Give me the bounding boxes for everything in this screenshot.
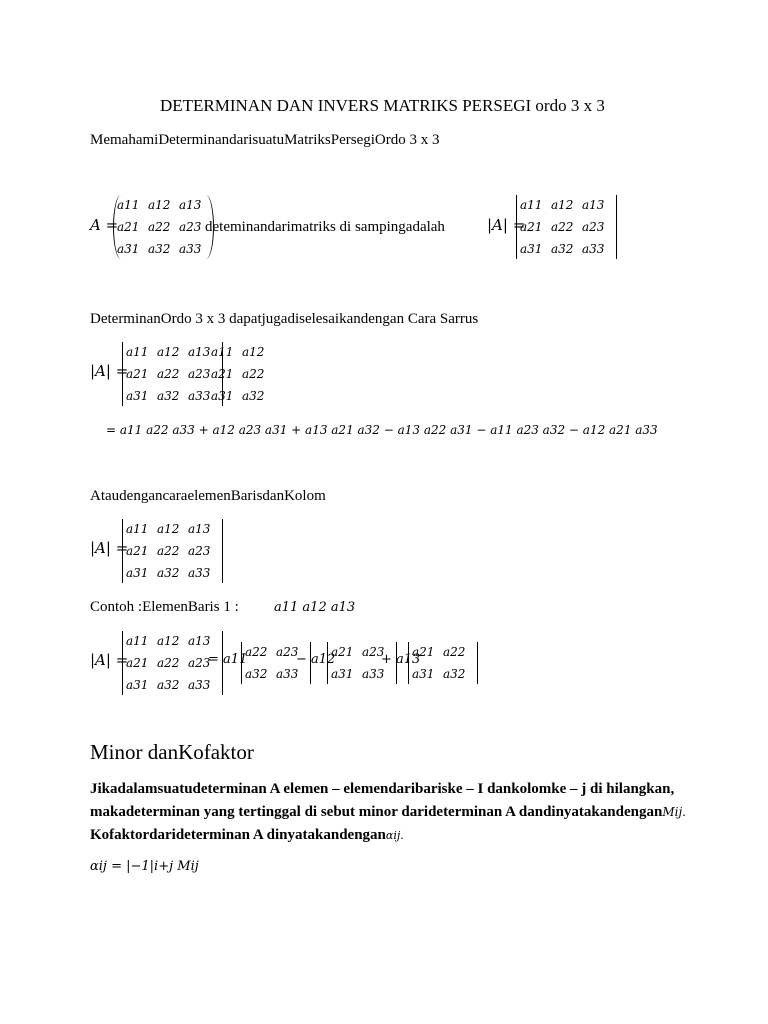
minor11-cell: a33 <box>276 667 299 681</box>
sarrus-extra-cell: a22 <box>242 367 265 381</box>
sarrus-cell: a33 <box>188 389 211 403</box>
cofactor-cell: a21 <box>126 544 149 558</box>
minor13-cell: a32 <box>443 667 466 681</box>
detA-cell: a13 <box>582 198 605 212</box>
minor-para-line2 <box>90 801 686 823</box>
cofactor-cell: a23 <box>188 544 211 558</box>
cofactor-cell: a11 <box>126 522 149 536</box>
matrix-A-cell: a13 <box>179 198 202 212</box>
sarrus-cell: a23 <box>188 367 211 381</box>
cofactor-cell: a32 <box>157 566 180 580</box>
detA-cell: a21 <box>520 220 543 234</box>
minor12-cell: a23 <box>362 645 385 659</box>
minor13-cell: a22 <box>443 645 466 659</box>
detA-cell: a23 <box>582 220 605 234</box>
cofactor-cell: a33 <box>188 566 211 580</box>
detA-cell: a12 <box>551 198 574 212</box>
matrix-A <box>113 195 214 259</box>
matrix-A-cell: a32 <box>148 242 171 256</box>
cofactor-matrix <box>122 519 223 583</box>
minor12-cell: a33 <box>362 667 385 681</box>
section1-heading: MemahamiDeterminandarisuatuMatriksPersegiOrdo 3 x 3 <box>90 132 440 148</box>
sarrus-cell: a11 <box>126 345 149 359</box>
minor13-cell: a21 <box>412 645 435 659</box>
minor-13 <box>408 642 478 684</box>
matrix-A-cell: a12 <box>148 198 171 212</box>
expansion-cell: a23 <box>188 656 211 670</box>
detA-cell: a32 <box>551 242 574 256</box>
detA-cell: a31 <box>520 242 543 256</box>
minor11-cell: a23 <box>276 645 299 659</box>
plus-a13: + a13 <box>381 652 421 667</box>
expansion-cell: a31 <box>126 678 149 692</box>
example-label: Contoh :ElemenBaris 1 : <box>90 599 239 615</box>
sarrus-cell: a13 <box>188 345 211 359</box>
detA-label: |A| = <box>487 216 526 234</box>
expansion-lhs: |A| = <box>90 651 129 669</box>
page-title: DETERMINAN DAN INVERS MATRIKS PERSEGI ordo 3 x 3 <box>160 96 605 115</box>
sarrus-cell: a32 <box>157 389 180 403</box>
sarrus-extra-cell: a12 <box>242 345 265 359</box>
sarrus-extra-columns <box>208 342 276 406</box>
minor-para-line1: Jikadalamsuatudeterminan A elemen – elemendaribariske – I dankolomke – j di hilangkan, <box>90 781 675 797</box>
matrix-A-cell: a22 <box>148 220 171 234</box>
sarrus-heading: DeterminanOrdo 3 x 3 dapatjugadiselesaikandengan Cara Sarrus <box>90 311 479 327</box>
cofactor-symbol: αij. <box>385 829 404 842</box>
minor-para-line2-text: makadeterminan yang tertinggal di sebut minor darideterminan A dandinyatakandengan <box>90 804 663 820</box>
minor-para-line3 <box>90 824 404 847</box>
minor-para-line3-text: Kofaktordarideterminan A dinyatakandengan <box>90 827 386 843</box>
eq-a11: = a11 <box>208 652 248 667</box>
detA-cell: a11 <box>520 198 543 212</box>
matrix-A-cell: a21 <box>117 220 140 234</box>
sarrus-extra-cell: a21 <box>211 367 234 381</box>
sarrus-lhs: |A| = <box>90 362 129 380</box>
cofactor-lhs: |A| = <box>90 539 129 557</box>
detA-cell: a22 <box>551 220 574 234</box>
sarrus-cell: a31 <box>126 389 149 403</box>
sarrus-extra-cell: a11 <box>211 345 234 359</box>
matrix-A-cell: a33 <box>179 242 202 256</box>
detA-matrix <box>516 195 617 259</box>
minor13-cell: a31 <box>412 667 435 681</box>
minus-a12: − a12 <box>296 652 336 667</box>
sarrus-expansion: = a11 a22 a33 + a12 a23 a31 + a13 a21 a32 − a13 a22 a31 − a11 a23 a32 − a12 a21 a33 <box>106 423 658 437</box>
cofactor-heading: AtaudengancaraelemenBarisdanKolom <box>90 488 326 504</box>
expansion-cell: a21 <box>126 656 149 670</box>
sarrus-extra-cell: a32 <box>242 389 265 403</box>
cofactor-formula: αij = |−1|i+j Mij <box>90 859 199 874</box>
matrix-A-cell: a11 <box>117 198 140 212</box>
cofactor-cell: a12 <box>157 522 180 536</box>
minor12-cell: a21 <box>331 645 354 659</box>
expansion-cell: a22 <box>157 656 180 670</box>
minor-symbol: Mij. <box>662 805 686 819</box>
sarrus-cell: a21 <box>126 367 149 381</box>
sarrus-cell: a22 <box>157 367 180 381</box>
section1-text: deteminandarimatriks di sampingadalah <box>205 219 445 235</box>
detA-cell: a33 <box>582 242 605 256</box>
minor11-cell: a32 <box>245 667 268 681</box>
cofactor-cell: a22 <box>157 544 180 558</box>
minor12-cell: a31 <box>331 667 354 681</box>
matrix-A-cell: a23 <box>179 220 202 234</box>
cofactor-cell: a13 <box>188 522 211 536</box>
minor11-cell: a22 <box>245 645 268 659</box>
expansion-cell: a12 <box>157 634 180 648</box>
matrix-A-label: A = <box>90 216 119 234</box>
minor-heading: Minor danKofaktor <box>90 740 254 764</box>
expansion-cell: a11 <box>126 634 149 648</box>
example-elements: a11 a12 a13 <box>274 600 356 615</box>
expansion-cell: a33 <box>188 678 211 692</box>
cofactor-cell: a31 <box>126 566 149 580</box>
expansion-cell: a32 <box>157 678 180 692</box>
sarrus-cell: a12 <box>157 345 180 359</box>
matrix-A-cell: a31 <box>117 242 140 256</box>
sarrus-extra-cell: a31 <box>211 389 234 403</box>
expansion-cell: a13 <box>188 634 211 648</box>
